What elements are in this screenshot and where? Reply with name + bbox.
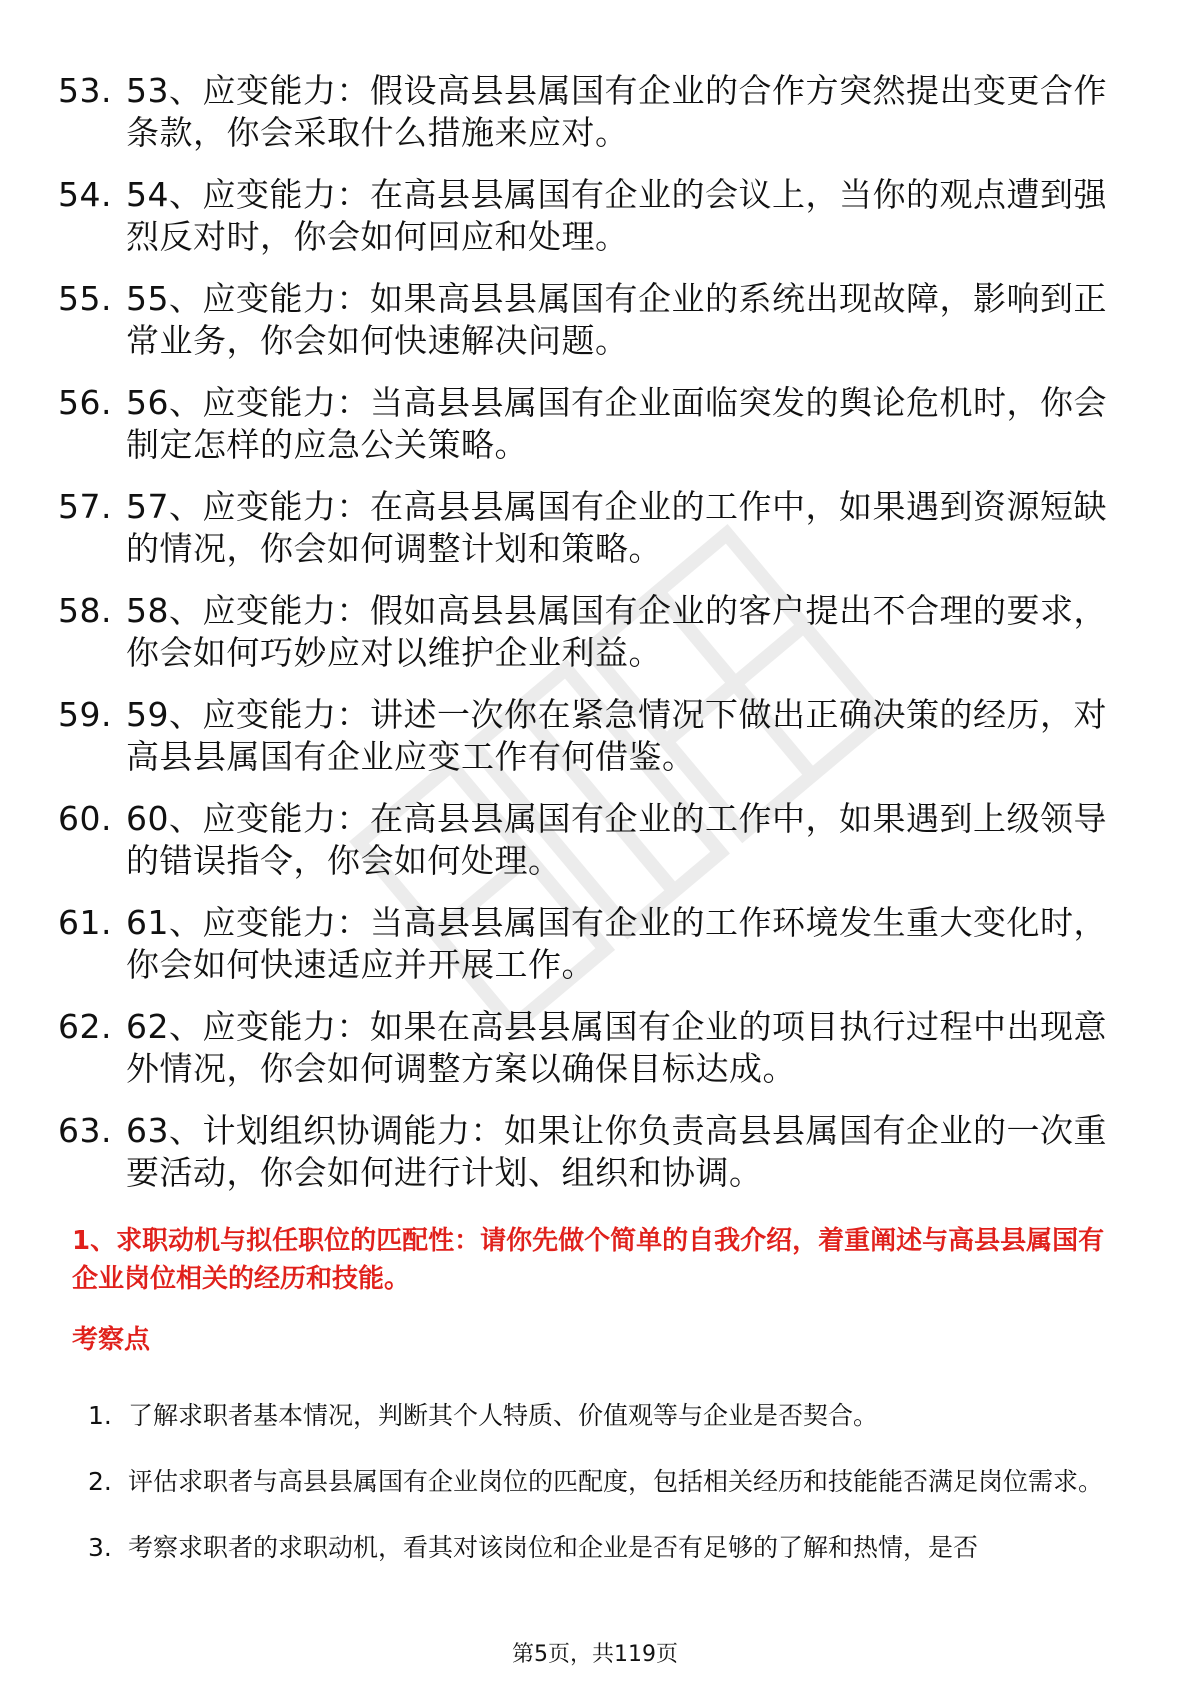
question-item xyxy=(58,798,1118,882)
list-item xyxy=(88,1522,1118,1574)
question-text: 58、应变能力：假如高县县属国有企业的客户提出不合理的要求，你会如何巧妙应对以维护企业利益。 xyxy=(126,591,1107,672)
question-number: 60. xyxy=(58,799,112,838)
question-item xyxy=(58,278,1118,362)
question-text: 62、应变能力：如果在高县县属国有企业的项目执行过程中出现意外情况，你会如何调整方案以确保目标达成。 xyxy=(126,1007,1107,1088)
question-text: 55、应变能力：如果高县县属国有企业的系统出现故障，影响到正常业务，你会如何快速解决问题。 xyxy=(126,279,1107,360)
page-footer: 第5页，共119页 xyxy=(512,1642,678,1667)
question-list xyxy=(58,70,1118,1214)
point-number: 3. xyxy=(88,1533,112,1562)
point-number: 1. xyxy=(88,1401,112,1430)
point-text: 评估求职者与高县县属国有企业岗位的匹配度，包括相关经历和技能能否满足岗位需求。 xyxy=(128,1467,1104,1496)
question-number: 53. xyxy=(58,71,112,110)
question-number: 61. xyxy=(58,903,112,942)
question-number: 55. xyxy=(58,279,112,318)
question-item xyxy=(58,486,1118,570)
question-number: 56. xyxy=(58,383,112,422)
sub-heading: 考察点 xyxy=(72,1325,151,1355)
question-text: 54、应变能力：在高县县属国有企业的会议上，当你的观点遭到强烈反对时，你会如何回应和处理。 xyxy=(126,175,1107,256)
question-text: 57、应变能力：在高县县属国有企业的工作中，如果遇到资源短缺的情况，你会如何调整计划和策略。 xyxy=(126,487,1107,568)
question-number: 59. xyxy=(58,695,112,734)
question-item xyxy=(58,174,1118,258)
question-item xyxy=(58,1006,1118,1090)
question-item xyxy=(58,902,1118,986)
question-number: 54. xyxy=(58,175,112,214)
question-text: 59、应变能力：讲述一次你在紧急情况下做出正确决策的经历，对高县县属国有企业应变工作有何借鉴。 xyxy=(126,695,1107,776)
question-number: 62. xyxy=(58,1007,112,1046)
list-item xyxy=(88,1456,1118,1508)
question-number: 63. xyxy=(58,1111,112,1150)
question-text: 63、计划组织协调能力：如果让你负责高县县属国有企业的一次重要活动，你会如何进行计划、组织和协调。 xyxy=(126,1111,1107,1192)
point-text: 考察求职者的求职动机，看其对该岗位和企业是否有足够的了解和热情，是否 xyxy=(128,1533,979,1562)
section-heading: 1、求职动机与拟任职位的匹配性：请你先做个简单的自我介绍，着重阐述与高县县属国有企业岗位相关的经历和技能。 xyxy=(72,1226,1105,1294)
question-number: 58. xyxy=(58,591,112,630)
question-item xyxy=(58,1110,1118,1194)
question-text: 56、应变能力：当高县县属国有企业面临突发的舆论危机时，你会制定怎样的应急公关策略。 xyxy=(126,383,1107,464)
question-text: 61、应变能力：当高县县属国有企业的工作环境发生重大变化时，你会如何快速适应并开展工作。 xyxy=(126,903,1107,984)
point-text: 了解求职者基本情况，判断其个人特质、价值观等与企业是否契合。 xyxy=(128,1401,879,1430)
point-number: 2. xyxy=(88,1467,112,1496)
question-item xyxy=(58,382,1118,466)
question-item xyxy=(58,590,1118,674)
list-item xyxy=(88,1390,1118,1442)
question-item xyxy=(58,694,1118,778)
assessment-point-list xyxy=(88,1390,1118,1588)
question-text: 60、应变能力：在高县县属国有企业的工作中，如果遇到上级领导的错误指令，你会如何处理。 xyxy=(126,799,1107,880)
question-number: 57. xyxy=(58,487,112,526)
question-text: 53、应变能力：假设高县县属国有企业的合作方突然提出变更合作条款，你会采取什么措施来应对。 xyxy=(126,71,1107,152)
question-item xyxy=(58,70,1118,154)
